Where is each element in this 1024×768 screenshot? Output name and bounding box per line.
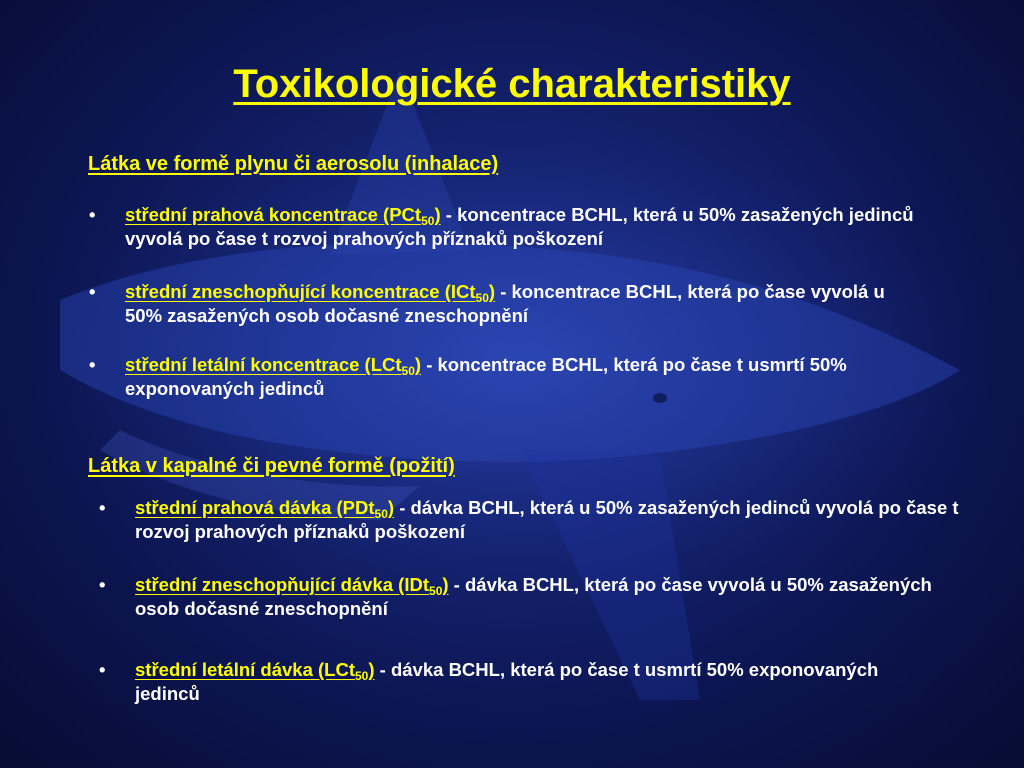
section-heading-ingestion: Látka v kapalné či pevné formě (požití) [88, 455, 455, 477]
bullet: • [89, 281, 96, 302]
term: střední letální koncentrace (LCt$_{50}$) [125, 354, 422, 378]
bullet: • [99, 497, 106, 518]
list-item [99, 658, 915, 706]
term-description: - koncentrace BCHL, která u 50% zasažených jedinců vyvolá po čase t rozvoj prahových příznaků poškození [125, 204, 914, 249]
bullet: • [89, 354, 96, 375]
slide-title: Toxikologické charakteristiky [233, 62, 791, 106]
term-description: - dávka BCHL, která u 50% zasažených jedinců vyvolá po čase t rozvoj prahových příznaků poškození [135, 497, 959, 542]
list-item [99, 573, 955, 621]
term-description: - dávka BCHL, která po čase t usmrtí 50% exponovaných jedinců [135, 659, 879, 704]
section-heading-inhalation: Látka ve formě plynu či aerosolu (inhalace) [88, 153, 499, 175]
term: střední zneschopňující dávka (IDt$_{50}$) [135, 574, 449, 598]
bullet: • [99, 574, 106, 595]
term: střední prahová dávka (PDt$_{50}$) [135, 497, 395, 521]
term-description: - koncentrace BCHL, která po čase vyvolá u 50% zasažených osob dočasné zneschopnění [125, 281, 885, 326]
term-description: - dávka BCHL, která po čase vyvolá u 50% zasažených osob dočasné zneschopnění [135, 574, 932, 619]
bullet: • [99, 659, 106, 680]
term: střední letální dávka (LCt$_{50}$) [135, 659, 375, 683]
list-item [99, 496, 975, 544]
term: střední zneschopňující koncentrace (ICt$_{50}$) [125, 281, 496, 305]
bullet: • [89, 204, 96, 225]
list-item [89, 280, 925, 328]
term: střední prahová koncentrace (PCt$_{50}$) [125, 204, 441, 228]
list-item [89, 203, 965, 251]
term-description: - koncentrace BCHL, která po čase t usmrtí 50% exponovaných jedinců [125, 354, 847, 399]
list-item [89, 353, 915, 401]
